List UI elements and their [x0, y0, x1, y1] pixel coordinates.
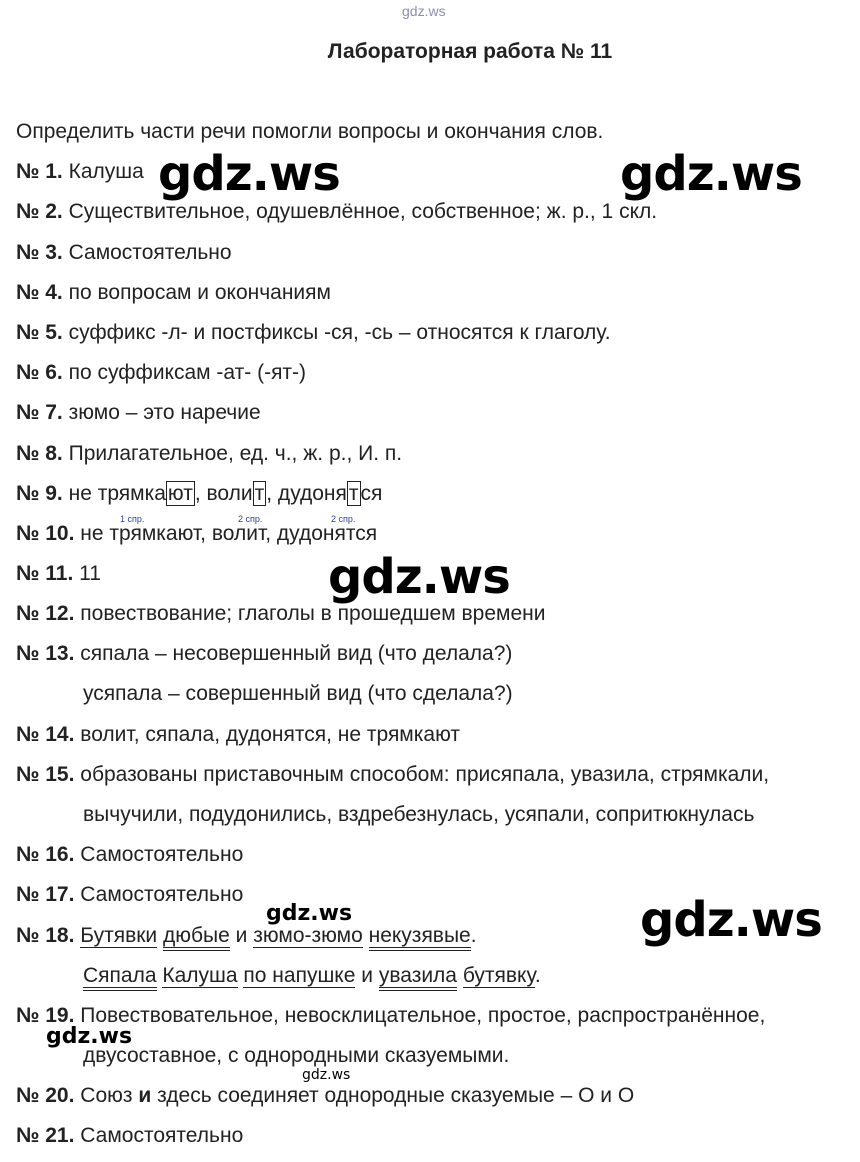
item-20: № 20. Союз и здесь соединяет однородные сказуемые – О и О: [16, 1084, 635, 1107]
item-9: № 9. не трямкают, волит, дудонятся: [16, 482, 383, 505]
conjugation-note: 2 спр.: [331, 514, 356, 524]
object-word: бутявку: [462, 964, 535, 987]
item-19-cont: двусоставное, с однородными сказуемыми.: [83, 1044, 510, 1067]
watermark-top: gdz.ws: [402, 3, 446, 19]
item-10: № 10. не трямкают, волит, дудонятся: [16, 522, 378, 545]
item-18-cont: Сяпала Калуша по напушке и увазила бутявку.: [83, 963, 541, 989]
ending-box: т: [254, 482, 265, 505]
ending-box: ют: [167, 482, 193, 505]
predicate-word: дюбые: [163, 924, 230, 951]
predicate-word: Сяпала: [83, 964, 157, 991]
item-11: № 11. 11: [16, 562, 101, 585]
watermark: gdz.ws: [640, 892, 822, 948]
item-18: № 18. Бутявки дюбые и зюмо-зюмо некузявые.: [16, 923, 477, 949]
subject-word: Калуша: [162, 964, 238, 987]
watermark: gdz.ws: [46, 1024, 133, 1049]
ending-box: т: [348, 482, 359, 505]
predicate-word: увазила: [379, 964, 457, 991]
item-3: № 3. Самостоятельно: [16, 241, 232, 264]
adverbial-word: по напушке: [243, 964, 356, 987]
watermark: gdz.ws: [158, 146, 340, 202]
item-13-cont: усяпала – совершенный вид (что сделала?): [83, 682, 513, 705]
item-21: № 21. Самостоятельно: [16, 1124, 244, 1147]
item-15-cont: вычучили, подудонились, вздребезнулась, усяпали, сопритюкнулась: [83, 803, 755, 826]
item-1: № 1. Калуша: [16, 160, 144, 183]
item-4: № 4. по вопросам и окончаниям: [16, 281, 331, 304]
watermark: gdz.ws: [266, 901, 353, 926]
predicate-word: некузявые: [369, 924, 471, 951]
item-19: № 19. Повествовательное, невосклицательное, простое, распространённое,: [16, 1004, 766, 1027]
conjugation-note: 2 спр.: [238, 514, 263, 524]
item-6: № 6. по суффиксам -ат- (-ят-): [16, 361, 307, 384]
item-5: № 5. суффикс -л- и постфиксы -ся, -сь – относятся к глаголу.: [16, 321, 611, 344]
conjugation-note: 1 спр.: [120, 514, 145, 524]
item-16: № 16. Самостоятельно: [16, 843, 244, 866]
subject-word: Бутявки: [80, 924, 158, 947]
item-14: № 14. волит, сяпала, дудонятся, не трямкают: [16, 723, 460, 746]
item-12: № 12. повествование; глаголы в прошедшем времени: [16, 602, 546, 625]
page-title: Лабораторная работа № 11: [327, 40, 613, 63]
item-13: № 13. сяпала – несовершенный вид (что делала?): [16, 642, 513, 665]
watermark: gdz.ws: [302, 1067, 351, 1083]
watermark: gdz.ws: [620, 146, 802, 202]
item-17: № 17. Самостоятельно: [16, 883, 244, 906]
item-8: № 8. Прилагательное, ед. ч., ж. р., И. п.: [16, 442, 403, 465]
watermark: gdz.ws: [328, 549, 510, 605]
intro-text: Определить части речи помогли вопросы и окончания слов.: [16, 120, 604, 143]
item-7: № 7. зюмо – это наречие: [16, 401, 261, 424]
adverb-word: зюмо-зюмо: [253, 924, 363, 947]
item-2: № 2. Существительное, одушевлённое, собственное; ж. р., 1 скл.: [16, 200, 658, 223]
item-15: № 15. образованы приставочным способом: присяпала, увазила, стрямкали,: [16, 763, 770, 786]
